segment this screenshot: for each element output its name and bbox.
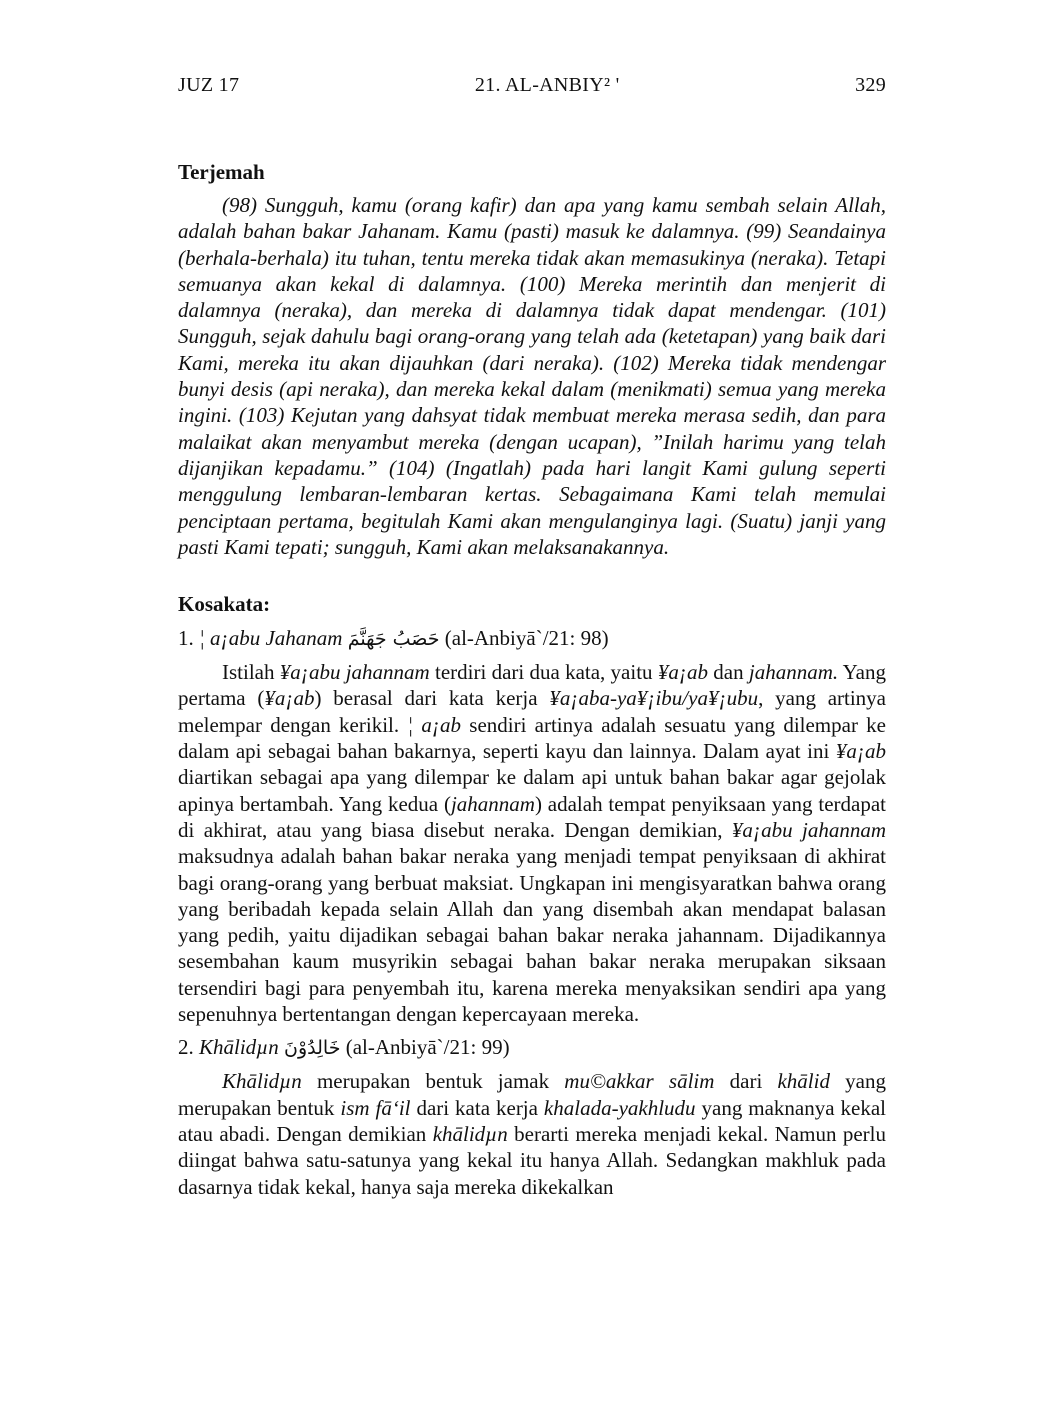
- page-number: 329: [855, 74, 886, 96]
- vocabulary-heading: Kosakata:: [178, 592, 271, 617]
- italic-term: khalada-yakhludu: [543, 1095, 696, 1120]
- vocab-term: Khālidµn: [199, 1035, 279, 1060]
- text-run: Yang pertama (: [178, 660, 886, 711]
- text-run: berarti mereka menjadi kekal. Namun perlu diingat bahwa satu-satunya yang kekal itu hanya Allah. Sedangkan makhluk pada dasarnya tidak kekal, hanya saja mereka dikekalkan: [178, 1121, 886, 1199]
- text-run: dari: [714, 1069, 778, 1094]
- text-run: Istilah: [222, 660, 280, 685]
- italic-term: ¥a¡ab: [835, 739, 886, 764]
- text-run: sendiri artinya adalah sesuatu yang dilempar ke dalam api sebagai bahan bakarnya, seperti kayu dan lainnya. Dalam ayat ini: [178, 712, 887, 764]
- vocab-entry-2-explanation: [178, 1068, 886, 1199]
- italic-term: mu©akkar sālim: [564, 1069, 715, 1094]
- vocab-term: ¦ a¡abu Jahanam: [199, 626, 343, 651]
- text-run: ) adalah tempat penyiksaan yang terdapat di akhirat, atau yang biasa disebut neraka. Dengan demikian,: [178, 791, 886, 842]
- vocab-entry-1-explanation: [178, 659, 886, 1027]
- text-run: yang merupakan bentuk: [178, 1069, 886, 1120]
- text-run: merupakan bentuk jamak: [301, 1069, 565, 1094]
- verse-reference: (al-Anbiyā`/21: 98): [444, 626, 609, 651]
- italic-term: ¥a¡abu jahannam: [279, 660, 430, 685]
- running-header: [178, 74, 886, 97]
- vocab-entry-1-title: [178, 624, 886, 653]
- translation-heading: Terjemah: [178, 160, 265, 184]
- header-juz: JUZ 17: [178, 74, 240, 96]
- text-run: terdiri dari dua kata, yaitu: [429, 660, 658, 685]
- text-run: ) berasal dari kata kerja: [314, 686, 550, 711]
- arabic-term: خَالِدُوْنَ: [284, 1037, 341, 1060]
- text-run: dari kata kerja: [410, 1095, 544, 1120]
- vocab-entry-number: 2.: [178, 1035, 194, 1060]
- italic-term: khālid: [777, 1069, 830, 1094]
- italic-term: ¦ a¡ab: [407, 712, 462, 737]
- italic-term: ¥a¡ab: [657, 660, 709, 685]
- text-run: diartikan sebagai apa yang dilempar ke dalam api untuk bahan bakar agar gejolak apinya bertambah. Yang kedua (: [178, 765, 886, 816]
- italic-term: khālidµn: [432, 1121, 508, 1146]
- vocab-entry-number: 1.: [178, 626, 194, 651]
- text-run: dan: [708, 660, 749, 685]
- arabic-term: حَصَبُ جَهَنَّمَ: [347, 628, 440, 651]
- verse-reference: (al-Anbiyā`/21: 99): [345, 1035, 510, 1060]
- italic-term: ism fā‘il: [340, 1095, 411, 1120]
- italic-term: ¥a¡abu jahannam: [731, 817, 886, 842]
- italic-term: jahannam: [450, 791, 535, 816]
- italic-term: Khālidµn: [222, 1069, 302, 1094]
- text-run: yang maknanya kekal atau abadi. Dengan demikian: [178, 1095, 887, 1146]
- header-surah: 21. AL-ANBIY² ': [474, 74, 620, 96]
- italic-term: ¥a¡aba-ya¥¡ibu/ya¥¡ubu: [549, 686, 759, 711]
- text-run: maksudnya adalah bahan bakar neraka yang menjadi tempat penyiksaan di akhirat bagi orang-orang yang berbuat maksiat. Ungkapan ini mengisyaratkan bahwa orang yang beribadah kepada selain Allah dan yang disembah akan mendapat balasan yang pedih, yaitu dijadikan sebagai bahan bakar neraka jahannam. Dijadikannya sesembahan kaum musyrikin sebagai bahan bakar neraka merupakan siksaan tersendiri bagi para penyembah itu, karena mereka menyaksikan sendiri apa yang sepenuhnya bertentangan dengan kepercayaan mereka.: [178, 844, 886, 1027]
- italic-term: ¥a¡ab: [264, 686, 315, 711]
- translation-text: (98) Sungguh, kamu (orang kafir) dan apa yang kamu sembah selain Allah, adalah bahan bakar Jahanam. Kamu (pasti) masuk ke dalamnya. (99) Seandainya (berhala-berhala) itu tuhan, tentu mereka tidak akan memasukinya (neraka). Tetapi semuanya akan kekal di dalamnya. (100) Mereka merintih dan menjerit di dalamnya (neraka), dan mereka di dalamnya tidak dapat mendengar. (101) Sungguh, sejak dahulu bagi orang-orang yang telah ada (ketetapan) yang baik dari Kami, mereka itu akan dijauhkan (dari neraka). (102) Mereka tidak mendengar bunyi desis (api neraka), dan mereka kekal dalam (menikmati) semua yang mereka ingini. (103) Kejutan yang dahsyat tidak membuat mereka merasa sedih, dan para malaikat akan menyambut mereka (dengan ucapan), ”Inilah harimu yang telah dijanjikan kepadamu.” (104) (Ingatlah) pada hari langit Kami gulung seperti menggulung lembaran-lembaran kertas. Sebagaimana Kami telah memulai penciptaan pertama, begitulah Kami akan mengulanginya lagi. (Suatu) janji yang pasti Kami tepati; sungguh, Kami akan melaksanakannya.: [178, 193, 886, 559]
- text-run: , yang artinya melempar dengan kerikil.: [178, 686, 886, 737]
- vocab-entry-2-title: [178, 1033, 886, 1062]
- main-content: [178, 158, 886, 1206]
- italic-term: jahannam.: [748, 660, 839, 685]
